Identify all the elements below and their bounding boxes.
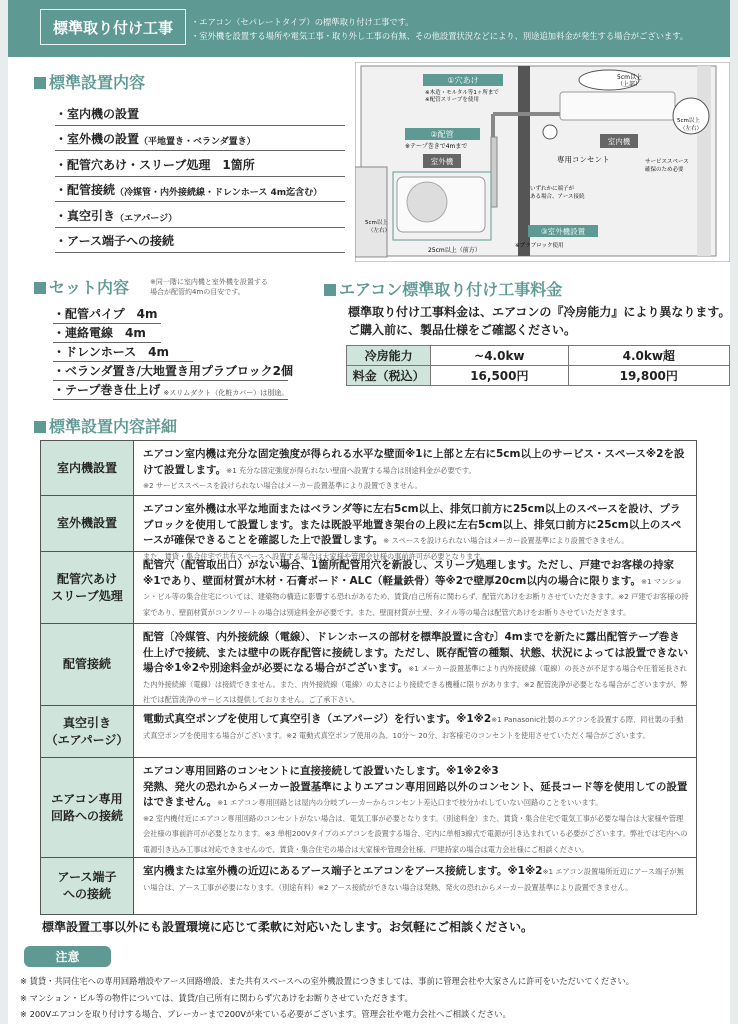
standard-item xyxy=(55,202,345,228)
square-bullet-icon xyxy=(324,284,336,296)
caution-note: ※ 賃貸・共同住宅への専用回路増設やアース回路増設、また共有スペースへの室外機設置につきましては、事前に管理会社や大家さんに許可をいただいてください。 xyxy=(20,976,635,986)
price-cell: 4.0kw超 xyxy=(568,346,729,366)
top-space: 5cm以上 xyxy=(617,74,642,81)
header-title: 標準取り付け工事 xyxy=(40,9,186,45)
detail-label: 配管穴あけ スリーブ処理 xyxy=(41,552,134,623)
standard-item-main: ・アース端子への接続 xyxy=(55,234,175,248)
detail-label: アース端子 への接続 xyxy=(41,858,134,914)
standard-item-main: ・配管接続 xyxy=(55,183,116,197)
detail-notes: ※1 エアコン設置場所近辺にアース端子が無い場合は、アース工事が必要になります。（別途有料）※2 アース接続ができない場合は発熱、発火の恐れからメーカー設置基準により設置できません。 xyxy=(143,867,684,892)
standard-item-sub: （冷媒管・内外接続線・ドレンホース 4m迄含む） xyxy=(115,188,323,198)
outlet-label: 専用コンセント xyxy=(557,155,610,164)
detail-notes: ※ スペースを設けられない場合はメーカー設置基準により設置できません。 また、賃貸・集合住宅で共有スペースへ設置する場合は大家様や管理会社様の事前許可が必要となります。 xyxy=(143,536,629,561)
set-item-main: ・連絡電線 4m xyxy=(53,326,146,340)
detail-row xyxy=(41,441,696,496)
price-description xyxy=(348,303,730,339)
outdoor-install-label: ③室外機設置 xyxy=(540,227,586,236)
detail-main: 配管穴（配管取出口）がない場合、1箇所配管用穴を新設し、スリーブ処理します。ただし、戸建でお客様の持家※1であり、壁面材質が木材・石膏ボード・ALC（軽量鉄骨）等※2で壁厚20cm以内の場合に限ります。 xyxy=(143,559,674,587)
caution-note: ※ マンション・ビル等の物件については、賃貸/自己所有に関わらず穴あけをお断りさせていただきます。 xyxy=(20,992,413,1003)
set-note xyxy=(150,277,268,297)
pipe-note: ※テープ巻きで4mまで xyxy=(405,143,468,150)
detail-main: 配管〔冷媒管、内外接続線（電線）、ドレンホースの部材を標準設置に含む〕4mまでを新たに露出配管テープ巻き仕上げで接続、または壁中の既存配管に接続します。ただし、既存配管の種類、状態、状況によっては設置できない場合※1※2や別途料金が必要になる場合がございます。 xyxy=(143,631,689,674)
detail-table xyxy=(40,440,697,915)
detail-row xyxy=(41,758,696,858)
section-title-text: セット内容 xyxy=(49,278,130,297)
set-note-line: 場合が配管約4mの目安です。 xyxy=(150,288,245,296)
detail-row xyxy=(41,624,696,706)
caution-notes xyxy=(20,973,634,1023)
price-cell: 19,800円 xyxy=(568,366,729,386)
set-item-main: ・ベランダ置き/大地置き用プラブロック2個 xyxy=(53,364,294,378)
detail-row xyxy=(41,858,696,914)
set-item xyxy=(53,362,294,381)
earth-note: いずれかに端子が xyxy=(530,186,575,192)
price-desc-line: 標準取り付け工事料金は、エアコンの『冷房能力』により異なります。 xyxy=(348,305,731,319)
installation-diagram xyxy=(355,62,730,262)
detail-content xyxy=(134,758,696,857)
detail-main: エアコン専用回路のコンセントに直接接続して設置いたします。※1※2※3 発熱、発火の恐れからメーカー設置基準によりエアコン専用回路以外のコンセント、延長コード等を使用しての設置はできません。 xyxy=(143,765,688,808)
detail-content xyxy=(134,552,696,623)
section-title-standard xyxy=(34,70,145,93)
detail-label: 室内機設置 xyxy=(41,441,134,495)
pipe-label: ②配管 xyxy=(430,130,454,139)
set-item-sub: ※スリムダクト（化粧カバー）は別途。 xyxy=(163,389,289,397)
detail-notes: ※1 充分な固定強度が得られない壁面へ設置する場合は別途料金が必要です。 ※2 サービススペースを設けられない場合はメーカー設置基準により設置できません。 xyxy=(143,465,476,490)
side-space-sub: （左右） xyxy=(680,126,703,132)
square-bullet-icon xyxy=(34,421,46,433)
service-note: サービススペース xyxy=(645,159,689,165)
hole-label: ①穴あけ xyxy=(447,76,479,85)
standard-list xyxy=(55,100,345,253)
detail-row xyxy=(41,552,696,624)
set-note-line: ※同一階に室内機と室外機を設置する xyxy=(150,278,268,286)
standard-item xyxy=(55,151,345,177)
detail-notes: ※1 エアコン専用回路とは屋内の分岐ブレーカーからコンセント差込口まで枝分かれしていない回路のことをいいます。 ※2 室内機付近にエアコン専用回路のコンセントがない場合は、電気工事が必要となります。（別途料金）また、賃貸・集合住宅で電気工事が必要な場合は大家様や管理会社様の事前許可が必要となります。※3 単相200Vタイプのエアコンを設置する場合、宅内に単相3線式で電源が引き込まれている必要がございます。弊社では宅内への電源引き込み工事は対応できませんので、賃貸・集合住宅の場合は大家様や管理会社様、戸建持家の場合は電力会社様にご相談ください。 xyxy=(143,798,688,854)
outdoor-side-space: 5cm以上 xyxy=(365,220,388,226)
price-desc-line: ご購入前に、製品仕様をご確認ください。 xyxy=(348,323,577,337)
indoor-unit xyxy=(560,92,675,120)
standard-item xyxy=(55,177,345,203)
square-bullet-icon xyxy=(34,77,46,89)
detail-label: 真空引き （エアパージ） xyxy=(41,706,134,757)
caution-note: ※ 200Vエアコンを取り付けする場合、ブレーカーまで200Vが来ている必要がございます。管理会社や電力会社へご相談ください。 xyxy=(20,1009,511,1019)
section-title-price xyxy=(324,277,562,300)
detail-notes: ※1 マンション・ビル等の集合住宅については、建築物の構造に影響する恐れがあるため、賃貸/自己所有に関わらず、配管穴あけをお断りさせていただきます。※2 戸建でお客様の持家であり、壁面材質がコンクリートの場合は別途料金が必要です。また、壁面材質が土壁、タイル等の場合は配管穴あけをお断りさせていただきます。 xyxy=(143,576,689,617)
detail-notes: ※1 Panasonic社製のエアコンを設置する際、同社製の手動式真空ポンプを使用する場合がございます。※2 電動式真空ポンプ使用の為、10分～ 20分、お客様宅のコンセントを使用させていただく場合がございます。 xyxy=(143,715,684,740)
header-notes xyxy=(191,15,688,43)
block-note: ※プラブロック使用 xyxy=(515,243,564,249)
top-space-sub: （上部） xyxy=(617,81,642,88)
set-item xyxy=(53,305,161,324)
set-list xyxy=(53,305,294,400)
price-cell: 16,500円 xyxy=(431,366,568,386)
page xyxy=(8,0,730,1024)
detail-content xyxy=(134,496,696,561)
detail-content xyxy=(134,858,696,914)
standard-item-main: ・真空引き xyxy=(55,208,116,223)
standard-item xyxy=(55,100,345,126)
set-item xyxy=(53,324,161,343)
set-item xyxy=(53,343,193,362)
standard-item-main: ・室内機の設置 xyxy=(55,106,140,121)
side-space: 5cm以上 xyxy=(677,118,700,124)
standard-item-sub: （平地置き・ベランダ置き） xyxy=(139,137,256,147)
set-item-main: ・ドレンホース 4m xyxy=(53,345,169,359)
detail-label: エアコン専用 回路への接続 xyxy=(41,758,134,857)
section-title-detail xyxy=(34,414,177,437)
detail-main: エアコン室内機は充分な固定強度が得られる水平な壁面※1に上部と左右に5cm以上のサービス・スペース※2を設けて設置します。 xyxy=(143,448,685,476)
price-cell: ~4.0kw xyxy=(431,346,568,366)
detail-notes: ※1 メーカー設置基準により内外接続線（電線）の長さが不足する場合や圧着延長された内外接続線（電線）は接続できません。また、内外接続線（電線）の太さにより接続できる機種に限りがあります。※2 配管洗浄が必要となる場合がございますが、弊社では配管洗浄のサービスは提供しておりません。ご了承下さい。 xyxy=(143,664,688,704)
standard-item-sub: （エアパージ） xyxy=(115,213,178,224)
detail-label: 室外機設置 xyxy=(41,496,134,551)
detail-row xyxy=(41,706,696,758)
section-title-text: 標準設置内容詳細 xyxy=(49,417,178,436)
price-row xyxy=(347,346,730,366)
price-table xyxy=(346,345,730,386)
detail-content xyxy=(134,441,696,495)
standard-item xyxy=(55,228,345,254)
detail-main: 室内機または室外機の近辺にあるアース端子とエアコンをアース接続します。※1※2 xyxy=(143,865,543,877)
standard-item-main: ・室外機の設置 xyxy=(55,132,140,146)
price-row xyxy=(347,366,730,386)
section-title-text: エアコン標準取り付け工事料金 xyxy=(339,280,563,299)
section-title-text: 標準設置内容 xyxy=(49,73,146,92)
set-item xyxy=(53,381,288,400)
hole-note: ※木造・モルタル等1ヶ所まで xyxy=(425,90,499,96)
detail-label: 配管接続 xyxy=(41,624,134,705)
hole-note: ※配管スリーブを使用 xyxy=(425,97,479,103)
set-item-main: ・配管パイプ 4m xyxy=(53,307,158,321)
detail-content xyxy=(134,624,696,705)
set-item-main: ・テープ巻き仕上げ xyxy=(53,383,161,397)
price-header: 冷房能力 xyxy=(347,346,431,366)
price-header: 料金（税込） xyxy=(347,366,431,386)
header-note: ・室外機を設置する場所や電気工事・取り外し工事の有無、その他設置状況などにより、別途追加料金が発生する場合がございます。 xyxy=(191,31,689,41)
header-banner xyxy=(8,0,730,57)
front-space: 25cm以上（前方） xyxy=(428,247,481,254)
earth-note: ある場合、アース接続 xyxy=(530,194,585,200)
detail-content xyxy=(134,706,696,757)
header-note: ・エアコン（セパレートタイプ）の標準取り付け工事です。 xyxy=(191,17,414,27)
outdoor-label: 室外機 xyxy=(430,157,454,166)
section-title-set xyxy=(34,275,129,298)
detail-row xyxy=(41,496,696,561)
outdoor-side-space-sub: （左右） xyxy=(368,228,391,234)
service-note: 確保のため必要 xyxy=(645,167,684,173)
square-bullet-icon xyxy=(34,282,46,294)
standard-item xyxy=(55,126,345,152)
closing-text: 標準設置工事以外にも設置環境に応じて柔軟に対応いたします。お気軽にご相談ください。 xyxy=(42,920,534,934)
standard-item-main: ・配管穴あけ・スリーブ処理 1箇所 xyxy=(55,157,255,172)
detail-main: エアコン室外機は水平な地面またはベランダ等に左右5cm以上、排気口前方に25cm以上のスペースを設け、プラブロックを使用して設置します。または既設平地置き架台の上段に左右5cm以上、排気口前方に25cm以上のスペースが確保できることを確認した上で設置します。 xyxy=(143,503,682,546)
detail-main: 電動式真空ポンプを使用して真空引き（エアパージ）を行います。※1※2 xyxy=(143,713,492,725)
caution-badge: 注意 xyxy=(24,946,111,967)
indoor-label: 室内機 xyxy=(607,137,631,146)
